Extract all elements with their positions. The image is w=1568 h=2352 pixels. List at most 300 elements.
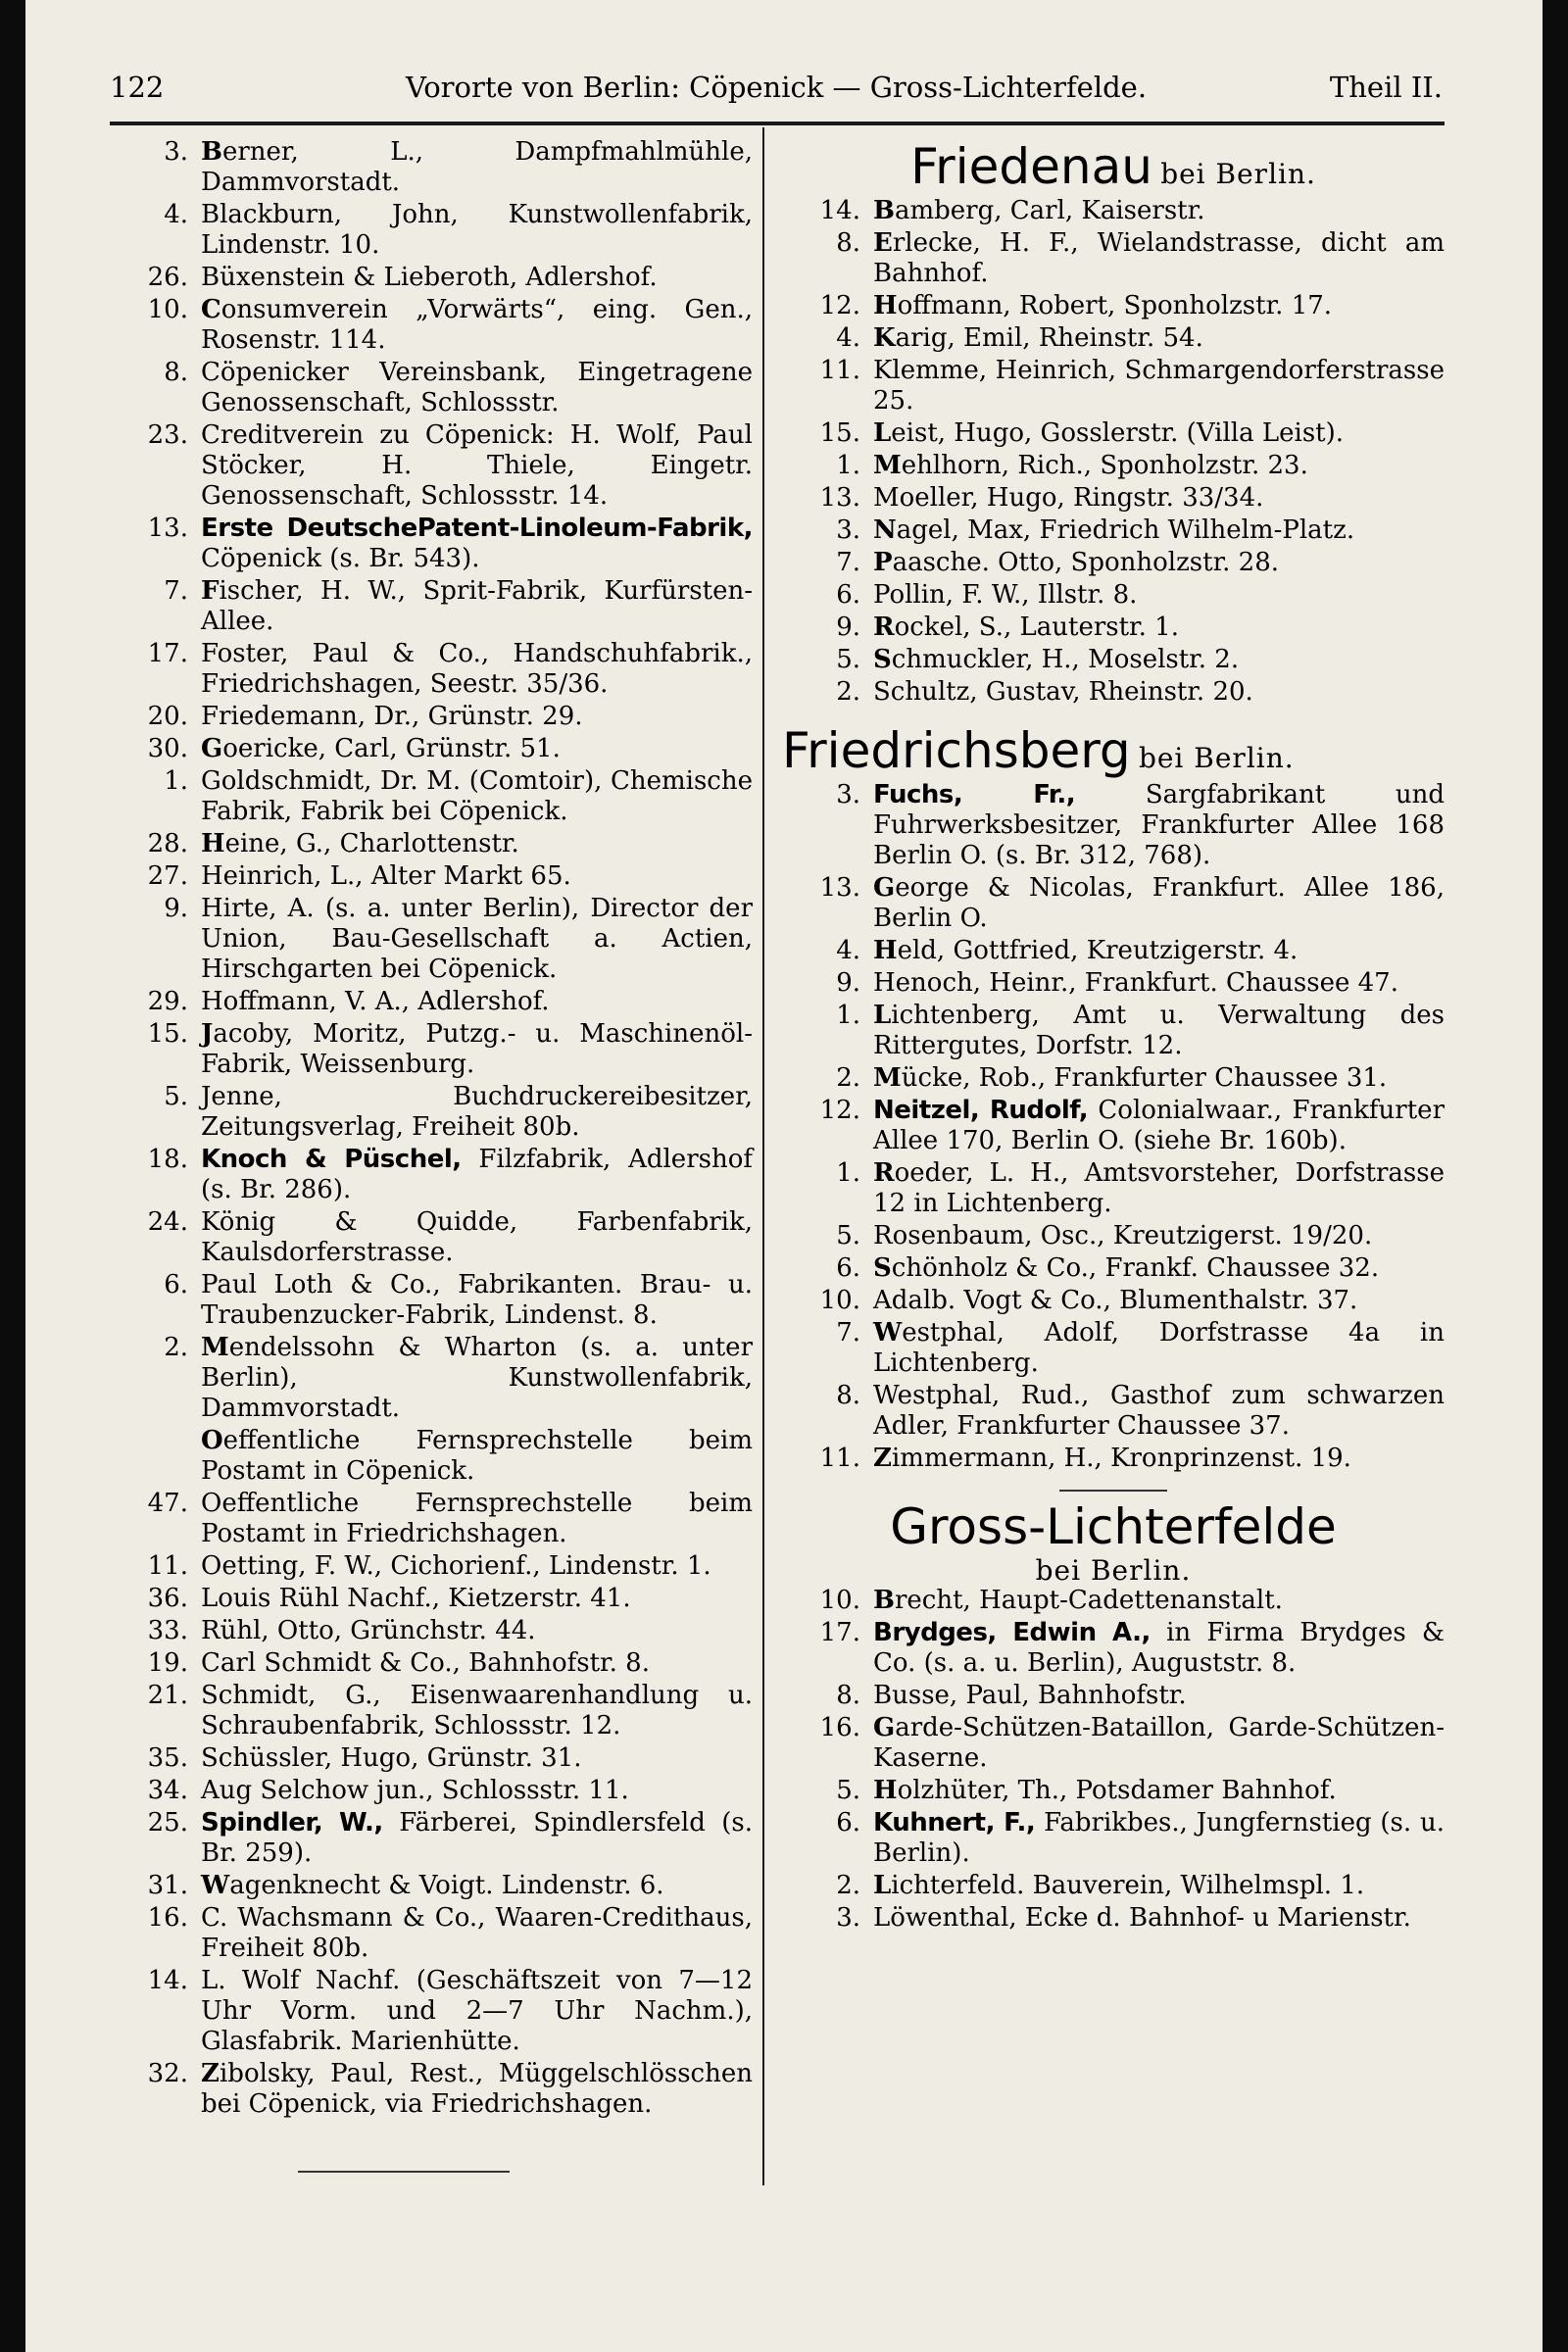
entry-number: 8. — [836, 228, 860, 258]
entry-number: 4. — [164, 200, 188, 229]
entry-text — [201, 1966, 753, 2057]
entry-text — [873, 1381, 1445, 1442]
entry-text — [201, 1681, 753, 1741]
entry-text — [201, 420, 753, 512]
entry-bold-lead: H — [873, 291, 898, 320]
entry-rest: Jenne, Buchdruckereibesitzer, Zeitungsverlag, Freiheit 80b. — [201, 1082, 753, 1142]
entry-rest: eist, Hugo, Gosslerstr. (Villa Leist). — [891, 418, 1345, 448]
list-item — [782, 356, 1445, 416]
entry-bold-lead: Neitzel, Rudolf, — [873, 1096, 1089, 1125]
entry-number: 5. — [836, 1776, 860, 1805]
list-item — [110, 1776, 753, 1806]
list-item — [110, 1019, 753, 1080]
entry-bold-lead: L — [873, 1871, 892, 1900]
entry-text — [873, 1871, 1445, 1901]
entry-bold-lead: F — [201, 576, 220, 606]
entry-number: 6. — [836, 580, 860, 610]
entry-bold-lead: H — [873, 936, 898, 965]
entry-rest: Louis Rühl Nachf., Kietzerstr. 41. — [201, 1584, 631, 1613]
entry-number: 11. — [819, 1444, 860, 1473]
list-item — [110, 1903, 753, 1964]
list-item — [782, 1381, 1445, 1442]
entry-rest: Rühl, Otto, Grünchstr. 44. — [201, 1616, 536, 1645]
list-item — [110, 1426, 753, 1487]
entry-text — [201, 639, 753, 700]
section-subtitle: bei Berlin. — [1160, 158, 1316, 190]
entry-bold-lead: L — [873, 1001, 892, 1030]
entry-rest: Filzfabrik, Adlershof (s. Br. 286). — [201, 1145, 753, 1204]
entry-number: 4. — [836, 936, 860, 965]
entry-rest: Henoch, Heinr., Frankfurt. Chaussee 47. — [873, 968, 1398, 998]
list-item — [782, 677, 1445, 708]
entry-rest: offmann, Robert, Sponholzstr. 17. — [897, 291, 1333, 320]
entry-text — [201, 1019, 753, 1080]
entry-number: 14. — [147, 1966, 188, 1995]
entry-rest: chmuckler, H., Moselstr. 2. — [891, 645, 1240, 674]
entry-text — [201, 137, 753, 198]
entry-text — [201, 514, 753, 574]
entry-number: 3. — [836, 780, 860, 809]
list-item — [782, 1776, 1445, 1806]
entry-text — [201, 861, 753, 892]
entry-number: 2. — [836, 1063, 860, 1093]
entry-number: 28. — [147, 829, 188, 858]
list-item — [782, 483, 1445, 514]
section-separator — [1059, 1490, 1167, 1492]
list-item — [110, 1616, 753, 1646]
entry-text — [201, 1551, 753, 1582]
entry-text — [201, 702, 753, 732]
entry-rest: Foster, Paul & Co., Handschuhfabrik., Friedrichshagen, Seestr. 35/36. — [201, 639, 753, 699]
entry-text — [873, 1286, 1445, 1316]
page-header — [110, 67, 1443, 114]
entry-number: 32. — [147, 2059, 188, 2088]
entry-number: 7. — [836, 1318, 860, 1348]
right-column — [782, 137, 1445, 1936]
entry-bold-lead: Z — [873, 1444, 892, 1473]
entry-text — [201, 576, 753, 637]
entry-rest: Friedemann, Dr., Grünstr. 29. — [201, 702, 583, 731]
entry-bold-lead: K — [873, 323, 896, 353]
list-item — [782, 936, 1445, 966]
entry-number: 3. — [836, 515, 860, 545]
section-gross-lichterfelde-list — [782, 1586, 1445, 1934]
entry-number: 6. — [836, 1253, 860, 1283]
entry-rest: Sargfabrikant und Fuhrwerksbesitzer, Frankfurter Allee 168 Berlin O. (s. Br. 312, 768). — [873, 780, 1445, 870]
entry-text — [873, 612, 1445, 643]
entry-text — [873, 677, 1445, 708]
entry-text — [873, 780, 1445, 871]
section-subtitle: bei Berlin. — [1035, 1554, 1192, 1587]
entry-text — [873, 515, 1445, 546]
entry-rest: oericke, Carl, Grünstr. 51. — [222, 734, 561, 763]
list-item — [110, 263, 753, 293]
entry-bold-lead: M — [873, 1063, 902, 1093]
entry-bold-lead: G — [201, 734, 223, 763]
list-item — [110, 1207, 753, 1268]
entry-number: 16. — [819, 1713, 860, 1742]
entry-text — [201, 1270, 753, 1331]
entry-rest: Färberei, Spindlersfeld (s. Br. 259). — [201, 1808, 753, 1868]
entry-rest: Cöpenick (s. Br. 543). — [201, 544, 480, 573]
entry-rest: eld, Gottfried, Kreutzigerstr. 4. — [897, 936, 1298, 965]
entry-rest: Busse, Paul, Bahnhofstr. — [873, 1681, 1187, 1710]
entry-rest: Paul Loth & Co., Fabrikanten. Brau- u. Traubenzucker-Fabrik, Lindenst. 8. — [201, 1270, 753, 1330]
entry-bold-lead: R — [873, 1158, 895, 1188]
entry-number: 34. — [147, 1776, 188, 1805]
page-number: 122 — [110, 71, 165, 104]
entry-rest: Büxenstein & Lieberoth, Adlershof. — [201, 263, 658, 292]
entry-rest: olzhüter, Th., Potsdamer Bahnhof. — [897, 1776, 1337, 1805]
entry-number: 31. — [147, 1871, 188, 1900]
entry-bold-lead: Spindler, W., — [201, 1808, 383, 1838]
entry-rest: arde-Schützen-Bataillon, Garde-Schützen-Kaserne. — [873, 1713, 1445, 1773]
list-item — [782, 1318, 1445, 1379]
entry-number: 24. — [147, 1207, 188, 1237]
entry-number: 21. — [147, 1681, 188, 1710]
entry-rest: Oetting, F. W., Cichorienf., Lindenstr. 1. — [201, 1551, 711, 1581]
entry-rest: ehlhorn, Rich., Sponholzstr. 23. — [901, 451, 1308, 480]
entry-rest: L. Wolf Nachf. (Geschäftszeit von 7—12 Uhr Vorm. und 2—7 Uhr Nachm.), Glasfabrik. Marienhütte. — [201, 1966, 753, 2056]
entry-text — [201, 358, 753, 418]
list-item — [110, 420, 753, 512]
entry-number: 30. — [147, 734, 188, 763]
entry-text — [201, 894, 753, 985]
list-item — [110, 1270, 753, 1331]
entry-rest: Westphal, Rud., Gasthof zum schwarzen Adler, Frankfurter Chaussee 37. — [873, 1381, 1445, 1441]
entry-number: 15. — [147, 1019, 188, 1049]
entry-text — [201, 1616, 753, 1646]
list-item — [110, 1743, 753, 1774]
list-item — [782, 1286, 1445, 1316]
entry-rest: oeder, L. H., Amtsvorsteher, Dorfstrasse 12 in Lichtenberg. — [873, 1158, 1445, 1218]
list-item — [782, 1871, 1445, 1901]
entry-bold-lead: J — [201, 1019, 214, 1049]
entry-text — [201, 200, 753, 261]
entry-number: 13. — [819, 483, 860, 513]
entry-number: 12. — [819, 1096, 860, 1125]
entry-text — [873, 356, 1445, 416]
entry-bold-lead: E — [873, 228, 893, 258]
list-item — [110, 702, 753, 732]
entry-rest: immermann, H., Kronprinzenst. 19. — [891, 1444, 1351, 1473]
entry-text — [873, 1586, 1445, 1616]
entry-number: 10. — [147, 295, 188, 324]
entry-rest: Klemme, Heinrich, Schmargendorferstrasse 25. — [873, 356, 1445, 416]
list-item — [110, 1489, 753, 1549]
list-item — [782, 451, 1445, 481]
list-item — [782, 1713, 1445, 1774]
entry-text — [201, 987, 753, 1017]
entry-rest: Schüssler, Hugo, Grünstr. 31. — [201, 1743, 582, 1773]
list-item — [110, 514, 753, 574]
list-item — [782, 291, 1445, 321]
list-item — [110, 639, 753, 700]
list-item — [110, 987, 753, 1017]
entry-text — [201, 1145, 753, 1205]
entry-text — [873, 1318, 1445, 1379]
list-item — [782, 612, 1445, 643]
entry-text — [201, 829, 753, 859]
list-item — [110, 576, 753, 637]
entry-number: 14. — [819, 196, 860, 225]
entry-rest: Cöpenicker Vereinsbank, Eingetragene Genossenschaft, Schlossstr. — [201, 358, 753, 417]
header-rule — [110, 122, 1445, 125]
entry-rest: ibolsky, Paul, Rest., Müggelschlösschen bei Cöpenick, via Friedrichshagen. — [201, 2059, 753, 2119]
entry-number: 1. — [836, 1001, 860, 1030]
entry-rest: Goldschmidt, Dr. M. (Comtoir), Chemische Fabrik, Fabrik bei Cöpenick. — [201, 766, 753, 826]
entry-rest: Hirte, A. (s. a. unter Berlin), Director der Union, Bau-Gesellschaft a. Actien, Hirschgarten bei Cöpenick. — [201, 894, 753, 984]
entry-number: 5. — [836, 645, 860, 674]
entry-bold-lead: Kuhnert, F., — [873, 1808, 1036, 1838]
entry-number: 1. — [836, 451, 860, 480]
entry-rest: König & Quidde, Farbenfabrik, Kaulsdorferstrasse. — [201, 1207, 753, 1267]
entry-bold-lead: H — [201, 829, 225, 858]
entry-rest: aasche. Otto, Sponholzstr. 28. — [892, 548, 1280, 577]
entry-number: 18. — [147, 1145, 188, 1174]
list-item — [782, 780, 1445, 871]
entry-rest: rlecke, H. F., Wielandstrasse, dicht am Bahnhof. — [873, 228, 1445, 288]
list-item — [110, 200, 753, 261]
entry-rest: Blackburn, John, Kunstwollenfabrik, Lindenstr. 10. — [201, 200, 753, 260]
entry-rest: Schmidt, G., Eisenwaarenhandlung u. Schraubenfabrik, Schlossstr. 12. — [201, 1681, 753, 1740]
entry-text — [201, 734, 753, 764]
entry-text — [201, 1808, 753, 1869]
entry-rest: Moeller, Hugo, Ringstr. 33/34. — [873, 483, 1264, 513]
entry-rest: erner, L., Dampfmahlmühle, Dammvorstadt. — [201, 137, 753, 197]
entry-text — [873, 645, 1445, 675]
entry-number: 9. — [836, 968, 860, 998]
entry-rest: onsumverein „Vorwärts“, eing. Gen., Rosenstr. 114. — [201, 295, 753, 355]
entry-text — [873, 936, 1445, 966]
entry-bold-lead: P — [873, 548, 893, 577]
entry-bold-lead: Fuchs, Fr., — [873, 780, 1076, 809]
entry-bold-lead: G — [873, 1713, 896, 1742]
section-friedrichsberg-list — [782, 780, 1445, 1474]
list-item — [110, 1551, 753, 1582]
list-item — [782, 515, 1445, 546]
entry-number: 17. — [819, 1618, 860, 1647]
list-item — [782, 645, 1445, 675]
entry-bold-lead: M — [201, 1333, 229, 1362]
list-item — [110, 894, 753, 985]
entry-rest: Carl Schmidt & Co., Bahnhofstr. 8. — [201, 1648, 650, 1678]
entry-number: 2. — [836, 677, 860, 707]
list-item — [782, 968, 1445, 999]
entry-number: 7. — [164, 576, 188, 606]
entry-text — [873, 1221, 1445, 1251]
entry-rest: C. Wachsmann & Co., Waaren-Credithaus, Freiheit 80b. — [201, 1903, 753, 1963]
section-title: Friedenau — [910, 138, 1152, 195]
entry-text — [873, 323, 1445, 354]
entry-rest: arig, Emil, Rheinstr. 54. — [895, 323, 1203, 353]
entry-number: 8. — [836, 1681, 860, 1710]
entry-text — [873, 1444, 1445, 1474]
entry-text — [873, 1001, 1445, 1061]
list-item — [110, 766, 753, 827]
entry-number: 9. — [836, 612, 860, 642]
entry-text — [873, 580, 1445, 611]
end-rule — [298, 2171, 510, 2173]
list-item — [110, 1808, 753, 1869]
entry-number: 4. — [836, 323, 860, 353]
entry-text — [873, 1776, 1445, 1806]
entry-rest: amberg, Carl, Kaiserstr. — [894, 196, 1205, 225]
entry-number: 27. — [147, 861, 188, 891]
list-item — [782, 1618, 1445, 1679]
entry-text — [201, 263, 753, 293]
section-friedenau-list — [782, 196, 1445, 708]
list-item — [782, 228, 1445, 289]
entry-text — [201, 1648, 753, 1679]
left-column — [110, 137, 753, 2122]
entry-rest: acoby, Moritz, Putzg.- u. Maschinenöl-Fabrik, Weissenburg. — [201, 1019, 753, 1079]
entry-text — [201, 1584, 753, 1614]
entry-rest: Aug Selchow jun., Schlossstr. 11. — [201, 1776, 629, 1805]
entry-text — [873, 1618, 1445, 1679]
entry-number: 33. — [147, 1616, 188, 1645]
list-item — [782, 196, 1445, 226]
list-item — [110, 1333, 753, 1424]
entry-text — [873, 1808, 1445, 1869]
entry-text — [873, 968, 1445, 999]
list-item — [110, 1871, 753, 1901]
entry-bold-lead: O — [201, 1426, 223, 1455]
entry-number: 1. — [164, 766, 188, 796]
entry-number: 8. — [836, 1381, 860, 1410]
entry-bold-lead: B — [873, 1586, 895, 1615]
entry-bold-lead: L — [873, 418, 892, 448]
entry-bold-lead: M — [873, 451, 902, 480]
list-item — [110, 358, 753, 418]
list-item — [110, 295, 753, 356]
entry-rest: eorge & Nicolas, Frankfurt. Allee 186, Berlin O. — [873, 873, 1445, 933]
entry-text — [873, 1158, 1445, 1219]
entry-text — [873, 873, 1445, 934]
list-item — [782, 1681, 1445, 1711]
entry-number: 11. — [819, 356, 860, 385]
entry-number: 3. — [164, 137, 188, 167]
entry-bold-lead: C — [201, 295, 221, 324]
entry-rest: endelssohn & Wharton (s. a. unter Berlin), Kunstwollenfabrik, Dammvorstadt. — [201, 1333, 753, 1423]
entry-rest: ichterfeld. Bauverein, Wilhelmspl. 1. — [891, 1871, 1365, 1900]
entry-number: 47. — [147, 1489, 188, 1518]
entry-number: 13. — [819, 873, 860, 903]
list-item — [110, 1966, 753, 2057]
entry-text — [201, 1903, 753, 1964]
entry-number: 5. — [836, 1221, 860, 1250]
entry-rest: agenknecht & Voigt. Lindenstr. 6. — [229, 1871, 664, 1900]
entry-number: 2. — [164, 1333, 188, 1362]
column-divider — [762, 127, 764, 2185]
entry-rest: Pollin, F. W., Illstr. 8. — [873, 580, 1138, 610]
entry-number: 2. — [836, 1871, 860, 1900]
list-item — [782, 1158, 1445, 1219]
entry-rest: Rosenbaum, Osc., Kreutzigerst. 19/20. — [873, 1221, 1373, 1250]
entry-text — [201, 1082, 753, 1143]
list-item — [782, 418, 1445, 449]
section-heading-friedrichsberg — [782, 721, 1445, 780]
entry-text — [873, 228, 1445, 289]
list-item — [782, 1221, 1445, 1251]
entry-rest: in Firma Brydges & Co. (s. a. u. Berlin), Auguststr. 8. — [873, 1618, 1445, 1678]
list-item — [782, 548, 1445, 578]
entry-rest: ichtenberg, Amt u. Verwaltung des Rittergutes, Dorfstr. 12. — [873, 1001, 1445, 1060]
entry-text — [873, 1681, 1445, 1711]
entry-rest: Schultz, Gustav, Rheinstr. 20. — [873, 677, 1253, 707]
entry-text — [873, 196, 1445, 226]
entry-bold-lead: B — [201, 137, 222, 167]
entry-text — [873, 483, 1445, 514]
list-item — [110, 1681, 753, 1741]
entry-number: 35. — [147, 1743, 188, 1773]
entry-bold-lead: Z — [201, 2059, 220, 2088]
entry-number: 36. — [147, 1584, 188, 1613]
list-item — [782, 1253, 1445, 1284]
entry-number: 9. — [164, 894, 188, 923]
list-item — [110, 1584, 753, 1614]
entry-rest: effentliche Fernsprechstelle beim Postamt in Cöpenick. — [201, 1426, 753, 1486]
running-title: Vororte von Berlin: Cöpenick — Gross-Lichterfelde. — [405, 71, 1148, 104]
entry-bold-lead: G — [873, 873, 896, 903]
entry-number: 6. — [164, 1270, 188, 1299]
entry-text — [873, 451, 1445, 481]
entry-number: 3. — [836, 1903, 860, 1933]
entry-text — [201, 2059, 753, 2120]
entry-text — [201, 1426, 753, 1487]
entry-text — [873, 1713, 1445, 1774]
list-item — [782, 323, 1445, 354]
entry-text — [201, 1207, 753, 1268]
list-item — [782, 1444, 1445, 1474]
list-item — [782, 1586, 1445, 1616]
entry-text — [201, 1333, 753, 1424]
entry-number: 13. — [147, 514, 188, 543]
entry-text — [873, 548, 1445, 578]
entry-rest: chönholz & Co., Frankf. Chaussee 32. — [891, 1253, 1380, 1283]
entry-number: 17. — [147, 639, 188, 668]
entry-rest: Heinrich, L., Alter Markt 65. — [201, 861, 571, 891]
list-item — [110, 734, 753, 764]
entry-number: 23. — [147, 420, 188, 450]
entry-rest: agel, Max, Friedrich Wilhelm-Platz. — [896, 515, 1355, 545]
entry-text — [873, 1063, 1445, 1094]
entry-text — [201, 1776, 753, 1806]
section-title: Friedrichsberg — [782, 722, 1131, 779]
entry-number: 8. — [164, 358, 188, 387]
entry-rest: Löwenthal, Ecke d. Bahnhof- u Marienstr. — [873, 1903, 1411, 1933]
entry-number: 7. — [836, 548, 860, 577]
entry-rest: eine, G., Charlottenstr. — [224, 829, 519, 858]
entry-number: 19. — [147, 1648, 188, 1678]
entry-bold-lead: S — [873, 645, 892, 674]
list-item — [110, 137, 753, 198]
entry-bold-lead: W — [873, 1318, 903, 1348]
entry-rest: ücke, Rob., Frankfurter Chaussee 31. — [901, 1063, 1388, 1093]
entry-number: 25. — [147, 1808, 188, 1838]
entry-text — [201, 1871, 753, 1901]
entry-number: 6. — [836, 1808, 860, 1838]
entry-text — [201, 1743, 753, 1774]
entry-rest: ischer, H. W., Sprit-Fabrik, Kurfürsten-Allee. — [201, 576, 753, 636]
entry-bold-lead: Knoch & Püschel, — [201, 1145, 462, 1174]
entry-rest: recht, Haupt-Cadettenanstalt. — [894, 1586, 1283, 1615]
entry-rest: Colonialwaar., Frankfurter Allee 170, Berlin O. (siehe Br. 160b). — [873, 1096, 1445, 1155]
list-item — [782, 1096, 1445, 1156]
entry-rest: Creditverein zu Cöpenick: H. Wolf, Paul Stöcker, H. Thiele, Eingetr. Genossenschaft, Schlossstr. 14. — [201, 420, 753, 511]
entry-rest: ockel, S., Lauterstr. 1. — [894, 612, 1179, 642]
entry-text — [873, 291, 1445, 321]
